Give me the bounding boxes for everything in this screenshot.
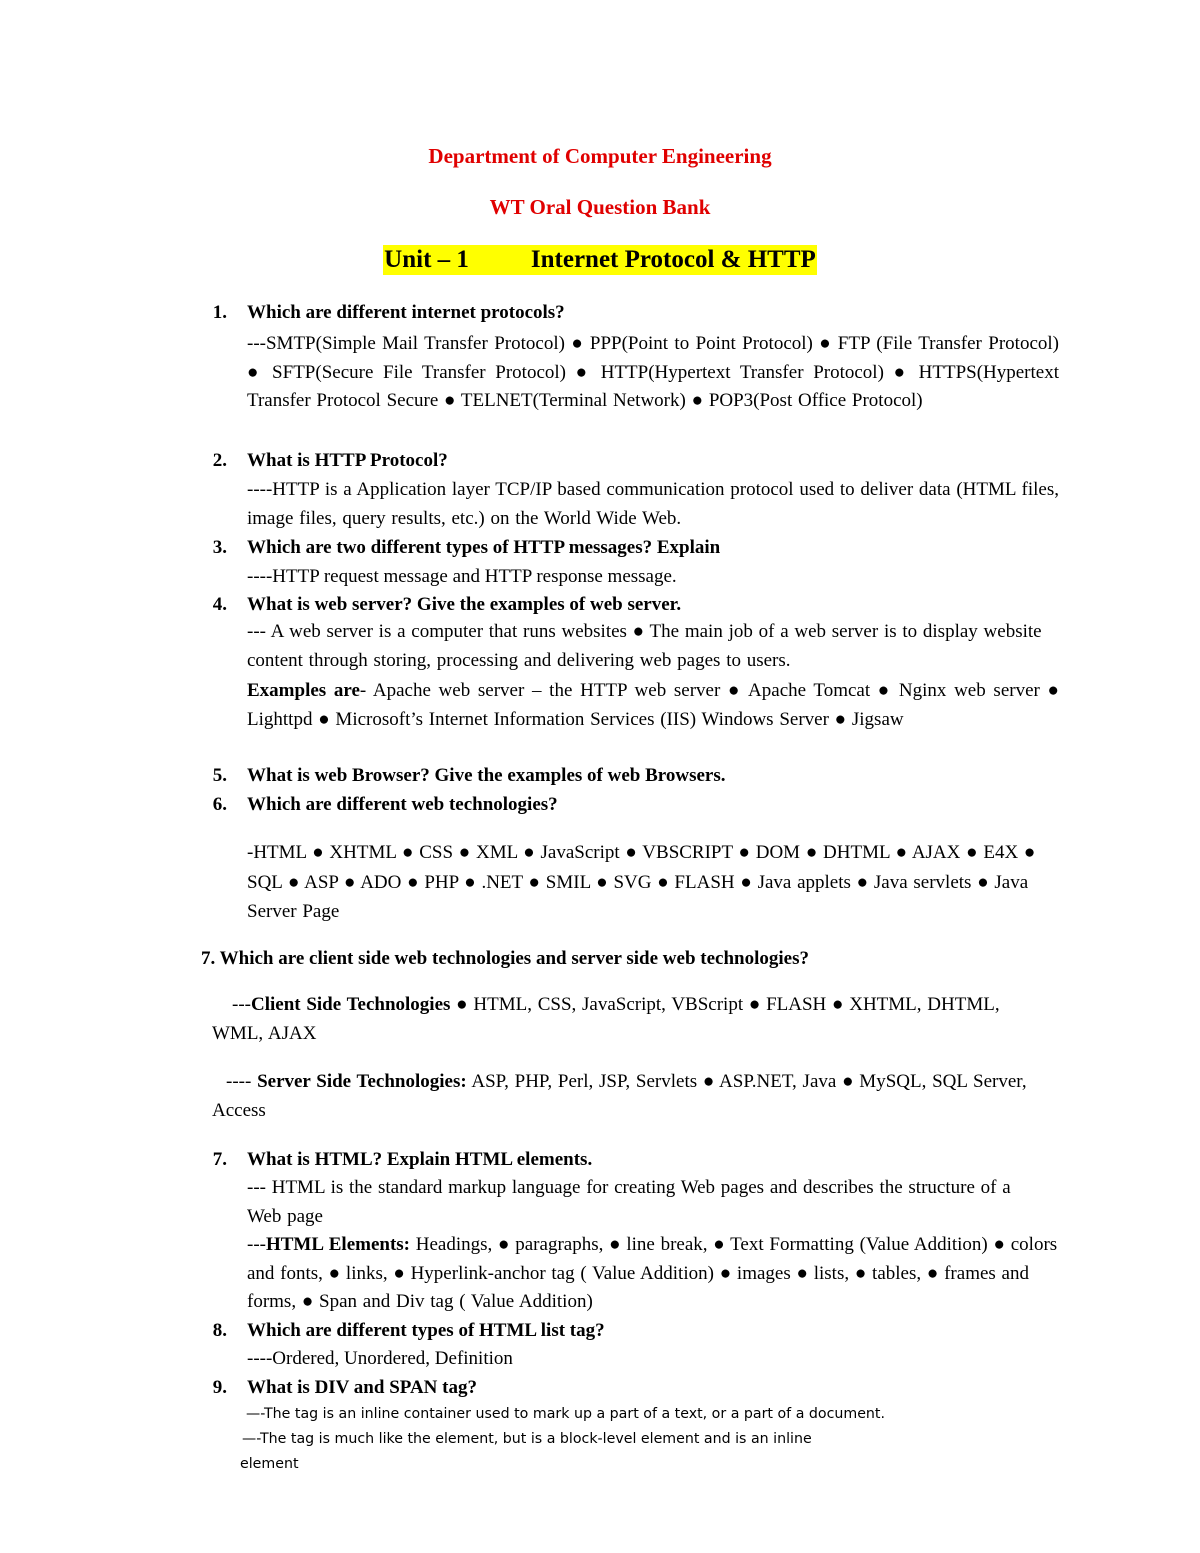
unit-highlight — [383, 245, 817, 275]
q4-question: What is web server? Give the examples of web server. — [247, 594, 682, 615]
q5-question: What is web Browser? Give the examples of web Browsers. — [247, 765, 726, 786]
question-bank-heading: WT Oral Question Bank — [489, 195, 711, 219]
q6-number: 6. — [212, 794, 227, 815]
q7a-client-side — [212, 991, 1032, 1048]
q1-answer: ---SMTP(Simple Mail Transfer Protocol) ● PPP(Point to Point Protocol) ● FTP (File Transfer Protocol) ● SFTP(Secure File Transfer Protocol) ● HTTP(Hypertext Transfer Protocol) ● HTTPS(Hypertext Transfer Protocol Secure ● TELNET(Terminal Network) ● POP3(Post Office Protocol) — [247, 333, 1059, 412]
q9-line-3: element — [240, 1456, 299, 1472]
q7b-elements-prefix: --- — [247, 1234, 266, 1255]
q7a-client-label: Client Side Technologies — [250, 994, 451, 1015]
q7b-answer: --- HTML is the standard markup language for creating Web pages and describes the structure of a Web page — [247, 1177, 1011, 1227]
q7a-client-prefix: --- — [232, 994, 251, 1015]
q9-line-1: —-The tag is an inline container used to mark up a part of a text, or a part of a document. — [246, 1406, 885, 1422]
q4-number: 4. — [212, 594, 227, 615]
q7a-server-label: Server Side Technologies: — [257, 1071, 467, 1092]
q8-number: 8. — [212, 1320, 227, 1341]
q7a-client-text: ● HTML, CSS, JavaScript, VBScript ● FLASH ● XHTML, DHTML, WML, AJAX — [212, 994, 1000, 1044]
q7a-question: 7. Which are client side web technologies and server side web technologies? — [201, 948, 809, 969]
q2-question: What is HTTP Protocol? — [247, 450, 448, 471]
unit-title: Internet Protocol & HTTP — [530, 246, 816, 273]
q9-question: What is DIV and SPAN tag? — [247, 1377, 477, 1398]
q7a-server-text: ASP, PHP, Perl, JSP, Servlets ● ASP.NET, Java ● MySQL, SQL Server, Access — [212, 1071, 1027, 1121]
unit-heading — [0, 245, 1200, 277]
q7a-server-prefix: ---- — [226, 1071, 258, 1092]
q8-answer: ----Ordered, Unordered, Definition — [247, 1348, 513, 1369]
q7b-question: What is HTML? Explain HTML elements. — [247, 1149, 593, 1170]
department-heading: Department of Computer Engineering — [428, 144, 772, 168]
q3-question: Which are two different types of HTTP messages? Explain — [247, 537, 721, 558]
q4-examples-text: - Apache web server – the HTTP web server ● Apache Tomcat ● Nginx web server ● Lighttpd ● Microsoft’s Internet Information Services (IIS) Windows Server ● Jigsaw — [247, 680, 1059, 730]
q6-question: Which are different web technologies? — [247, 794, 558, 815]
q7a-server-side — [212, 1068, 1032, 1125]
q4-examples — [247, 677, 1059, 734]
q4-answer: --- A web server is a computer that runs websites ● The main job of a web server is to display website content through storing, processing and delivering web pages to users. — [247, 621, 1042, 671]
q6-answer: -HTML ● XHTML ● CSS ● XML ● JavaScript ● VBSCRIPT ● DOM ● DHTML ● AJAX ● E4X ● SQL ● ASP ● ADO ● PHP ● .NET ● SMIL ● SVG ● FLASH ● Java applets ● Java servlets ● Java Server Page — [247, 842, 1036, 922]
unit-label: Unit – 1 — [384, 246, 469, 273]
q5-number: 5. — [212, 765, 227, 786]
q8-question: Which are different types of HTML list tag? — [247, 1320, 605, 1341]
q1-question: Which are different internet protocols? — [247, 302, 565, 323]
q7b-number: 7. — [212, 1149, 227, 1170]
q7b-elements-text: Headings, ● paragraphs, ● line break, ● Text Formatting (Value Addition) ● colors and fonts, ● links, ● Hyperlink-anchor tag ( Value Addition) ● images ● lists, ● tables, ● frames and forms, ● Span and Div tag ( Value Addition) — [247, 1234, 1058, 1313]
q9-line-2: —-The tag is much like the element, but is a block-level element and is an inline — [242, 1431, 812, 1447]
q2-answer: ----HTTP is a Application layer TCP/IP based communication protocol used to deliver data (HTML files, image files, query results, etc.) on the World Wide Web. — [247, 479, 1059, 529]
q7b-elements-label: HTML Elements: — [265, 1234, 411, 1255]
q2-number: 2. — [212, 450, 227, 471]
q3-answer: ----HTTP request message and HTTP response message. — [247, 566, 677, 587]
q1-number: 1. — [212, 302, 227, 323]
q3-number: 3. — [212, 537, 227, 558]
q4-examples-label: Examples are — [247, 680, 360, 701]
q9-number: 9. — [212, 1377, 227, 1398]
q7b-elements — [247, 1231, 1059, 1317]
